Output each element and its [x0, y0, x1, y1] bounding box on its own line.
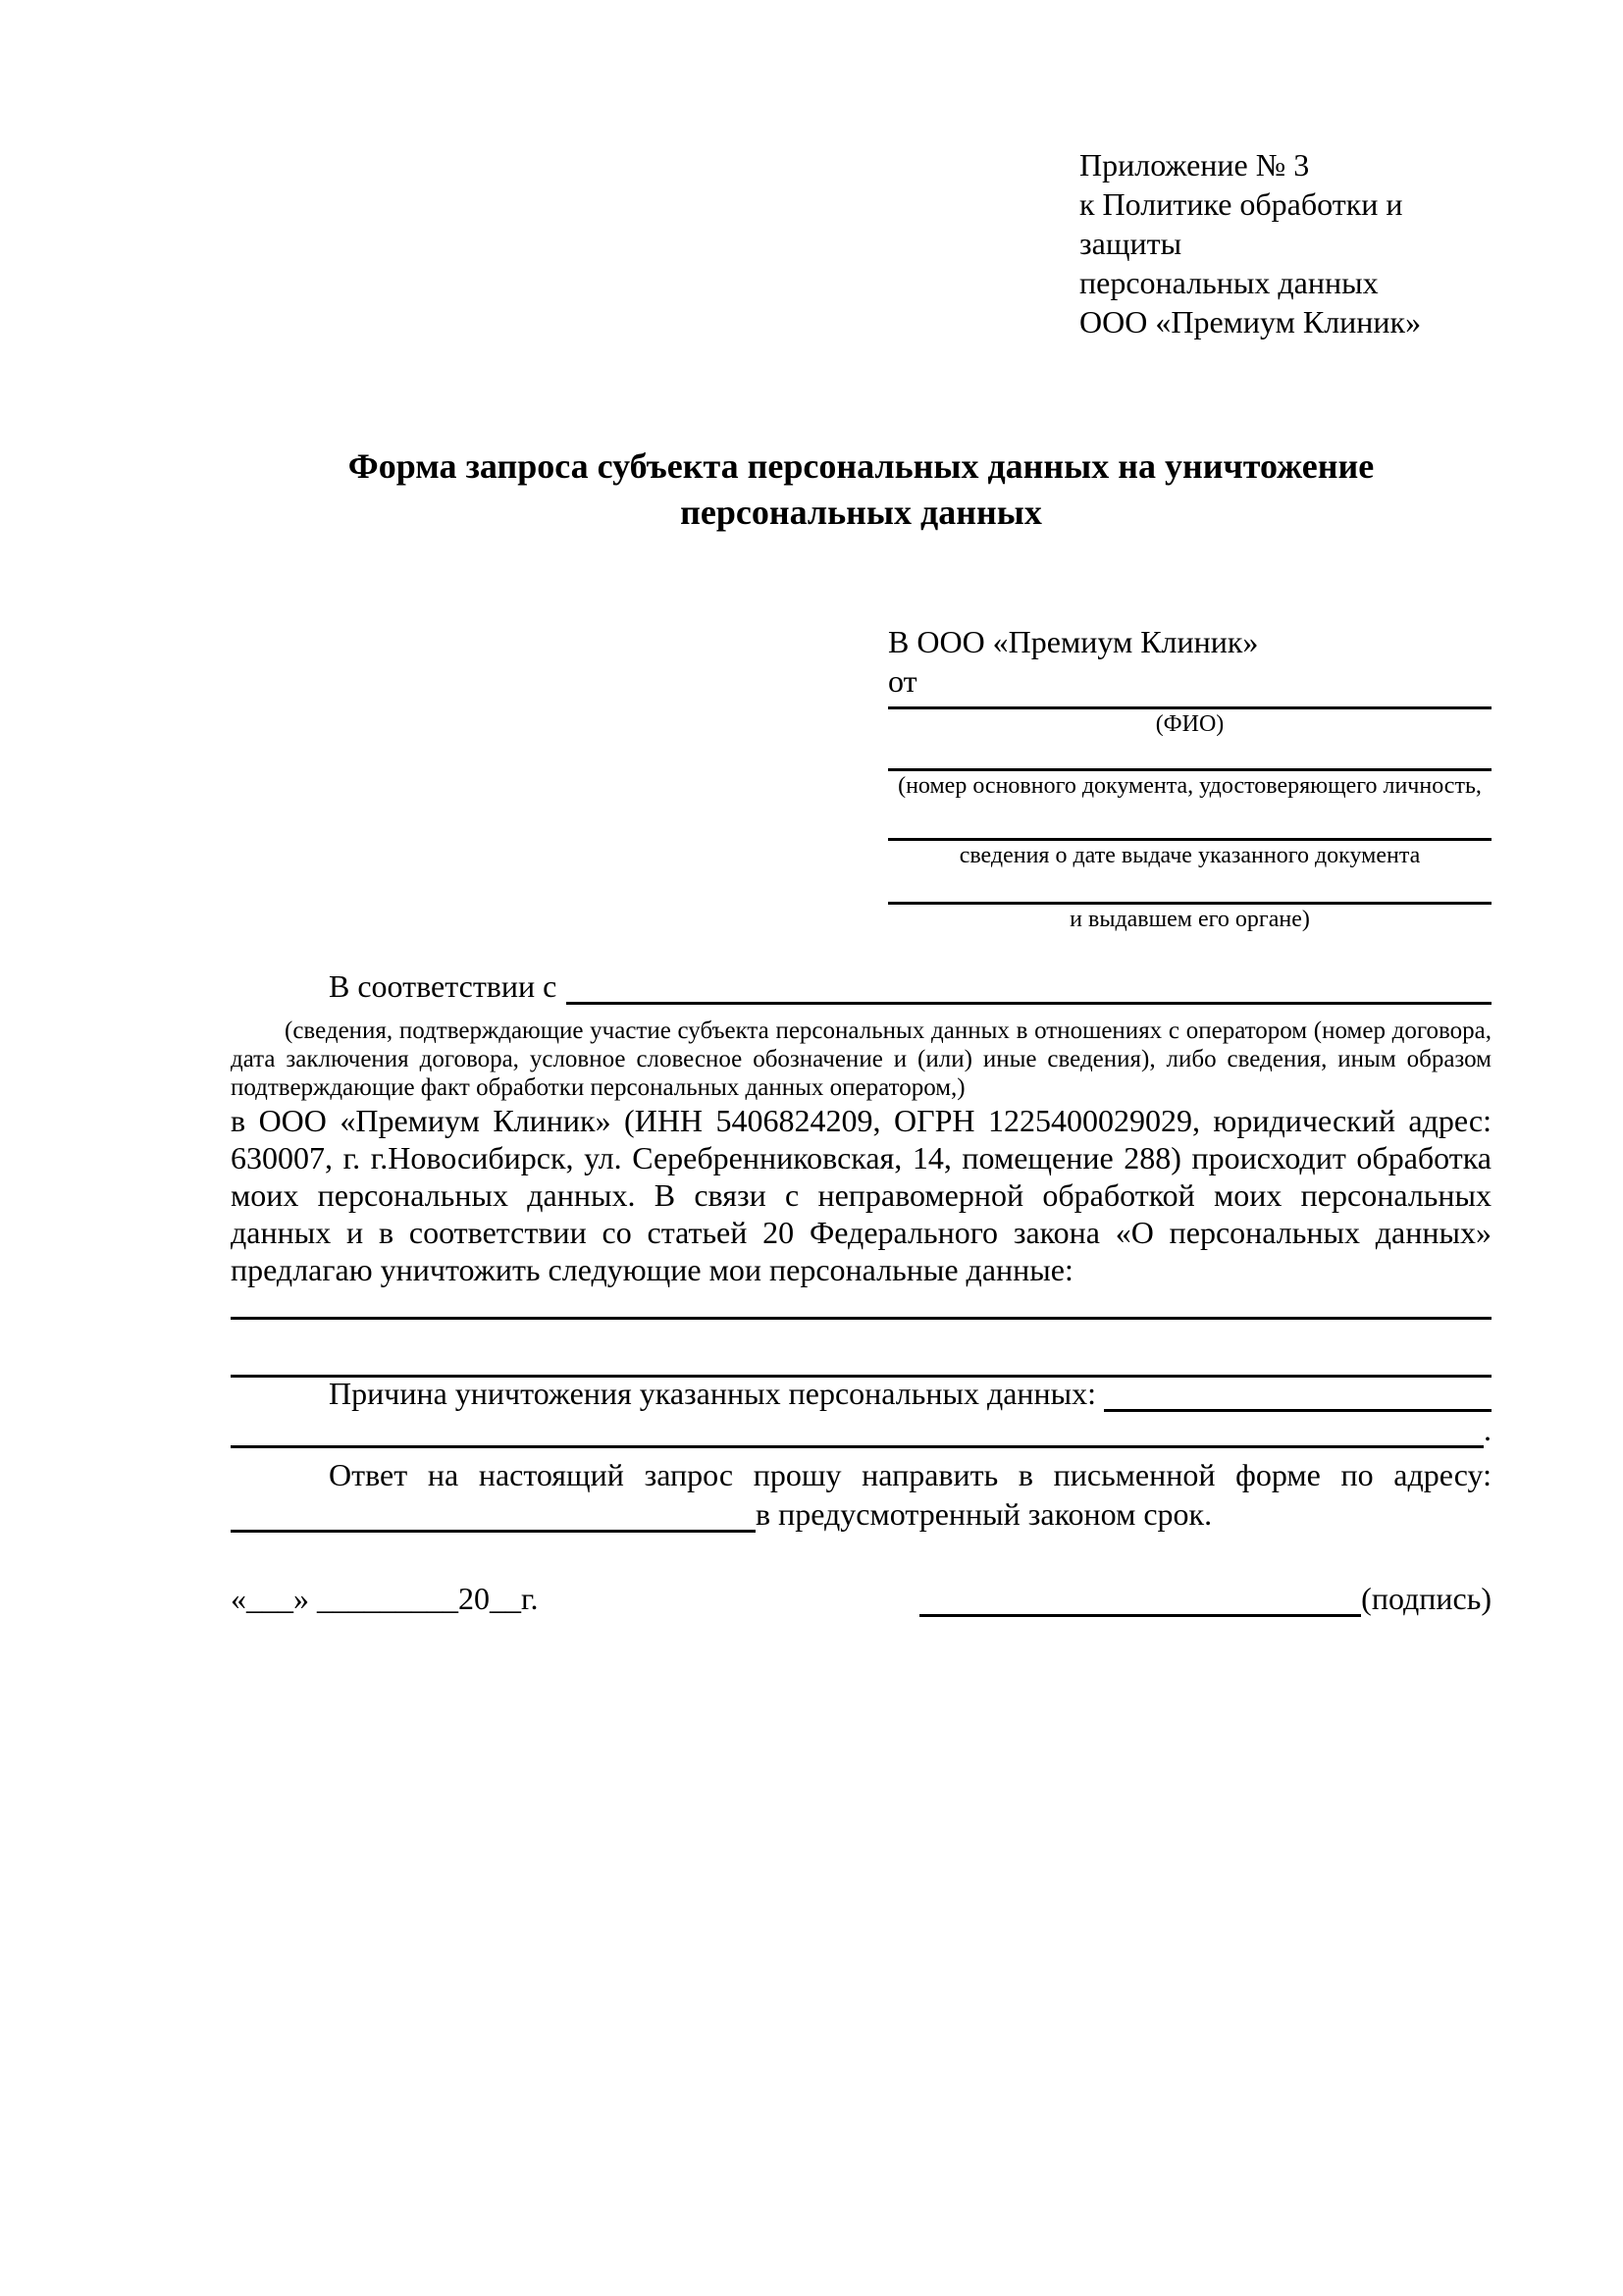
- reason-input-line[interactable]: [1104, 1378, 1492, 1412]
- signature-caption: (подпись): [1361, 1581, 1492, 1616]
- document-issue-date-input-line[interactable]: [888, 801, 1492, 841]
- date-signature-row: [231, 1578, 1492, 1617]
- document-number-caption: (номер основного документа, удостоверяющего личность,: [898, 773, 1482, 799]
- reason-continuation-row: [231, 1412, 1492, 1448]
- reason-label: Причина уничтожения указанных персональных данных:: [329, 1376, 1097, 1411]
- main-paragraph: в ООО «Премиум Клиник» (ИНН 5406824209, ОГРН 1225400029029, юридический адрес: 630007, г. г.Новосибирск, ул. Серебренниковская, 14, помещение 288) происходит обработка моих персональных данных. В связи с неправомерной обработкой моих персональных данных и в соответствии со статьей 20 Федерального закона «О персональных данных» предлагаю уничтожить следующие мои персональные данные:: [231, 1103, 1492, 1287]
- document-number-input-line[interactable]: [888, 739, 1492, 771]
- response-address-row: [231, 1493, 1492, 1533]
- document-issuer-caption: и выдавшем его органе): [1070, 907, 1310, 932]
- personal-data-input-line-1[interactable]: [231, 1288, 1492, 1320]
- personal-data-input-line-2[interactable]: [231, 1320, 1492, 1378]
- signature-area: [919, 1581, 1492, 1617]
- addressee-block: [888, 622, 1492, 934]
- reason-row: [231, 1378, 1492, 1412]
- fio-caption: (ФИО): [1155, 711, 1225, 737]
- accordance-label: В соответствии с: [329, 968, 557, 1004]
- fio-input-line[interactable]: [888, 701, 1492, 709]
- accordance-input-line[interactable]: [566, 965, 1492, 1005]
- reason-input-line-2[interactable]: [231, 1412, 1484, 1448]
- accordance-note: (сведения, подтверждающие участие субъекта персональных данных в отношениях с оператором (номер договора, дата заключения договора, условное словесное обозначение и (или) иные сведения), либо сведения, иным образом подтверждающие факт обработки персональных данных оператором,): [231, 1018, 1492, 1101]
- appendix-header-line: персональных данных: [1079, 265, 1379, 300]
- appendix-header-line: Приложение № 3: [1079, 147, 1310, 183]
- document-title: Форма запроса субъекта персональных данных на уничтожение персональных данных: [347, 446, 1375, 532]
- accordance-row: [231, 965, 1492, 1005]
- document-issue-date-caption: сведения о дате выдаче указанного документа: [959, 843, 1421, 868]
- document-issuer-input-line[interactable]: [888, 870, 1492, 905]
- appendix-header-line: ООО «Премиум Клиник»: [1079, 304, 1422, 339]
- appendix-header: [1079, 145, 1492, 341]
- addressee-from-label: от: [888, 663, 917, 699]
- response-tail-text: в предусмотренный законом срок.: [756, 1496, 1213, 1532]
- date-blank-template[interactable]: «___» _________20__г.: [231, 1581, 539, 1616]
- appendix-header-line: к Политике обработки и защиты: [1079, 186, 1403, 261]
- sentence-period: .: [1484, 1412, 1492, 1447]
- addressee-to: В ООО «Премиум Клиник»: [888, 624, 1259, 659]
- response-request-text: Ответ на настоящий запрос прошу направить в письменной форме по адресу:: [329, 1457, 1492, 1492]
- address-input-line[interactable]: [231, 1493, 756, 1533]
- signature-input-line[interactable]: [919, 1581, 1361, 1617]
